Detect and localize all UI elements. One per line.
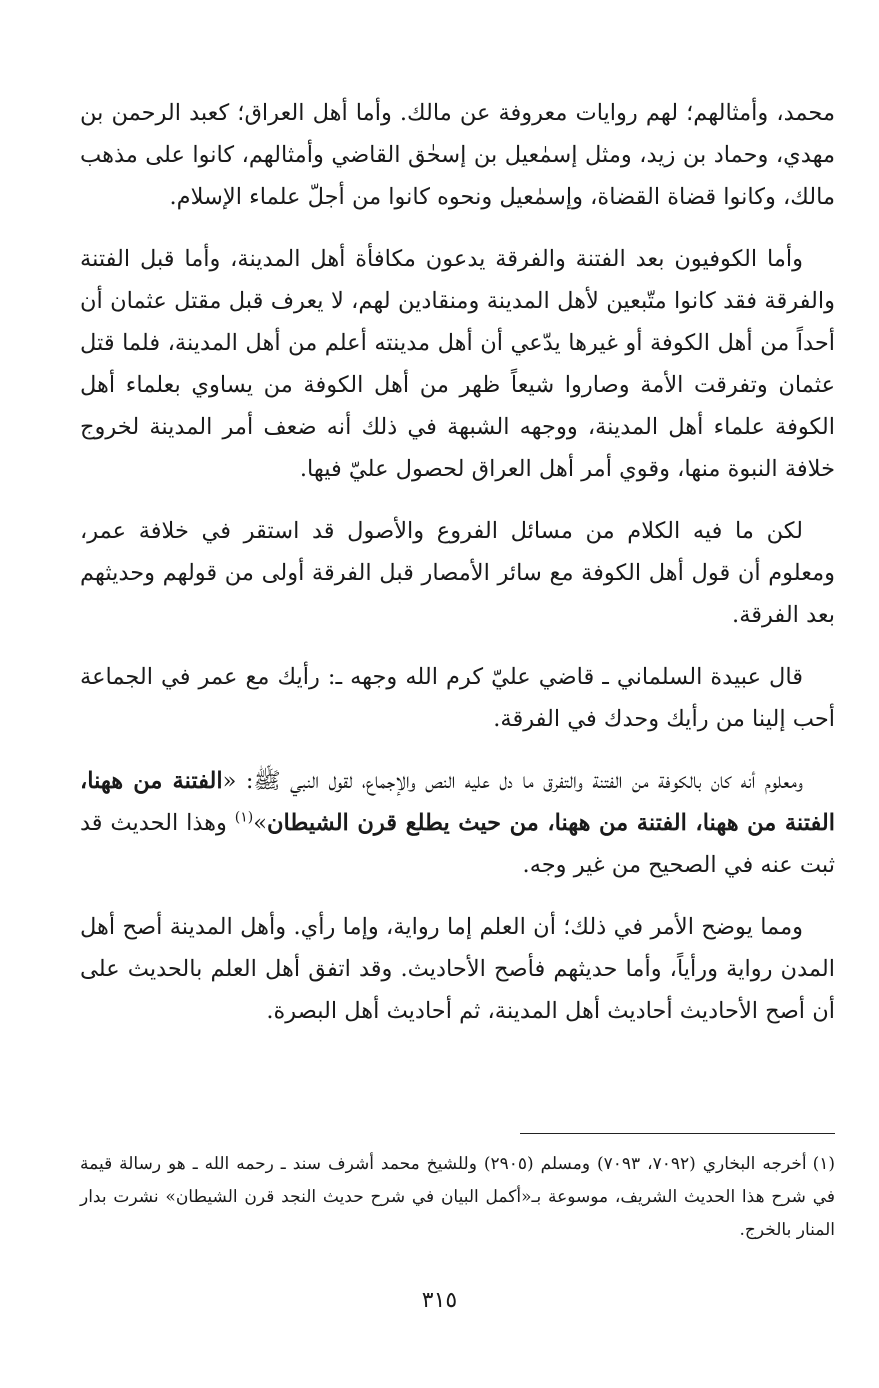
paragraph-3: لكن ما فيه الكلام من مسائل الفروع والأصول قد استقر في خلافة عمر، ومعلوم أن قول أهل الكوفة مع سائر الأمصار قبل الفرقة أولى من قولهم وحديثهم بعد الفرقة. <box>80 518 835 628</box>
footnote-reference[interactable]: (١) <box>234 809 254 826</box>
main-text <box>80 92 835 1052</box>
page-number: ٣١٥ <box>421 1288 458 1313</box>
footnote-divider <box>520 1133 835 1134</box>
paragraph-5 <box>80 760 835 886</box>
hadith-quote: الفتنة من ههنا، الفتنة من ههنا، الفتنة من ههنا، من حيث يطلع قرن الشيطان <box>80 768 835 836</box>
paragraph-1: محمد، وأمثالهم؛ لهم روايات معروفة عن مالك. وأما أهل العراق؛ كعبد الرحمن بن مهدي، وحماد بن زيد، ومثل إسمٰعيل بن إسحٰق القاضي وأمثالهم، كانوا على مذهب مالك، وكانوا قضاة القضاة، وإسمٰعيل ونحوه كانوا من أجلّ علماء الإسلام. <box>80 100 835 210</box>
footnote-text: أخرجه البخاري (٧٠٩٢، ٧٠٩٣) ومسلم (٢٩٠٥) وللشيخ محمد أشرف سند ـ رحمه الله ـ هو رسالة قيمة في شرح هذا الحديث الشريف، موسوعة بـ«أكمل البيان في شرح حديث النجد قرن الشيطان» نشرت بدار المنار بالخرج. <box>80 1154 835 1240</box>
footnote-number: (١) <box>812 1154 835 1174</box>
quote-close: » <box>253 810 267 836</box>
paragraph-5-outro: وهذا الحديث قد ثبت عنه في الصحيح من غير وجه. <box>80 810 835 878</box>
footnote <box>80 1148 835 1247</box>
paragraph-6: ومما يوضح الأمر في ذلك؛ أن العلم إما رواية، وإما رأي. وأهل المدينة أصح أهل المدن رواية ورأياً، وأما حديثهم فأصح الأحاديث. وقد اتفق أهل العلم بالحديث على أن أصح الأحاديث أحاديث أهل المدينة، ثم أحاديث أهل البصرة. <box>80 914 835 1024</box>
paragraph-5-intro: ومعلوم أنه كان بالكوفة من الفتنة والتفرق ما دل عليه النص والإجماع، لقول النبي ﷺ: « <box>222 768 803 794</box>
paragraph-4: قال عبيدة السلماني ـ قاضي عليّ كرم الله وجهه ـ: رأيك مع عمر في الجماعة أحب إلينا من رأيك وحدك في الفرقة. <box>80 664 835 732</box>
paragraph-2: وأما الكوفيون بعد الفتنة والفرقة يدعون مكافأة أهل المدينة، وأما قبل الفتنة والفرقة فقد كانوا متّبعين لأهل المدينة ومنقادين لهم، لا يعرف قبل مقتل عثمان أن أحداً من أهل الكوفة أو غيرها يدّعي أن أهل مدينته أعلم من أهل المدينة، فلما قتل عثمان وتفرقت الأمة وصاروا شيعاً ظهر من أهل الكوفة من يساوي بعلماء أهل الكوفة علماء أهل المدينة، ووجهه الشبهة في ذلك أنه ضعف أمر المدينة لخروج خلافة النبوة منها، وقوي أمر أهل العراق لحصول عليّ فيها. <box>80 246 835 482</box>
